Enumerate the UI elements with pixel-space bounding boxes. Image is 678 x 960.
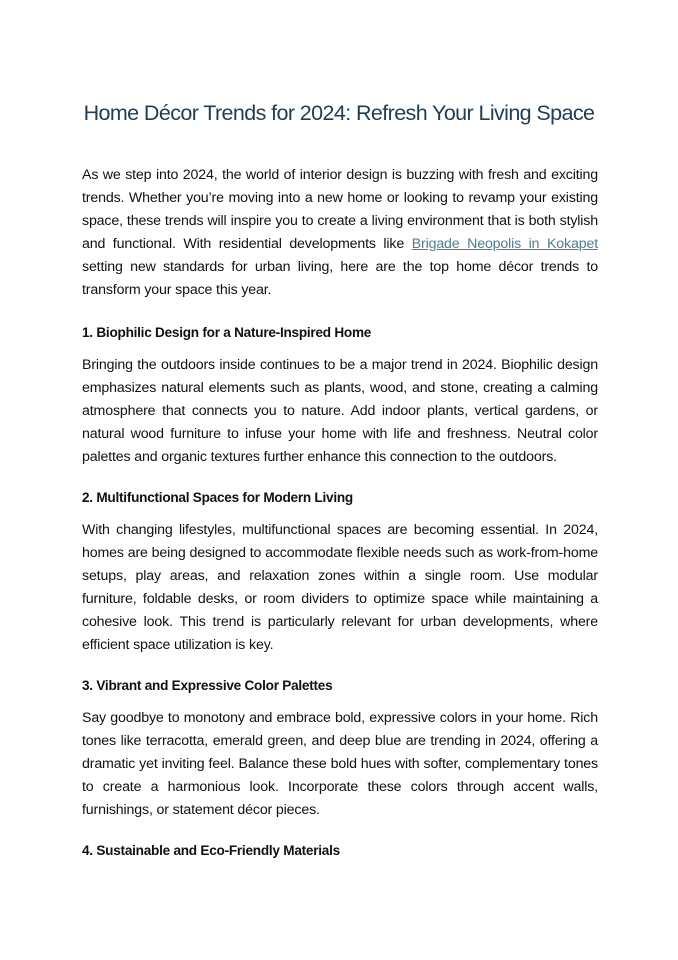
section-heading-biophilic: 1. Biophilic Design for a Nature-Inspired Home	[82, 325, 372, 340]
spacer	[82, 657, 598, 676]
section-body-biophilic: Bringing the outdoors inside continues to be a major trend in 2024. Biophilic design emphasizes natural elements such as plants, wood, and stone, creating a calming atmosphere that connects you to nature. Add indoor plants, vertical gardens, or natural wood furniture to infuse your home with life and freshness. Neutral color palettes and organic textures further enhance this connection to the outdoors.	[82, 357, 598, 465]
section-heading-color-palettes: 3. Vibrant and Expressive Color Palettes	[82, 678, 333, 693]
spacer	[82, 822, 598, 841]
spacer	[82, 696, 598, 707]
document-body	[82, 164, 598, 861]
section-heading-multifunctional: 2. Multifunctional Spaces for Modern Living	[82, 490, 353, 505]
section-heading-sustainable: 4. Sustainable and Eco-Friendly Materials	[82, 843, 340, 858]
intro-paragraph	[82, 164, 598, 302]
brigade-neopolis-link[interactable]: Brigade Neopolis in Kokapet	[411, 236, 599, 252]
intro-text-after-link: setting new standards for urban living, here are the top home décor trends to transform your space this year.	[82, 259, 598, 298]
spacer	[82, 508, 598, 519]
section-body-multifunctional: With changing lifestyles, multifunctional spaces are becoming essential. In 2024, homes are being designed to accommodate flexible needs such as work-from-home setups, play areas, and relaxation zones within a single room. Use modular furniture, foldable desks, or room dividers to optimize space while maintaining a cohesive look. This trend is particularly relevant for urban developments, where efficient space utilization is key.	[82, 522, 598, 653]
spacer	[82, 469, 598, 488]
spacer	[82, 343, 598, 354]
intro-text-before-link: As we step into 2024, the world of interior design is buzzing with fresh and exciting trends. Whether you’re moving into a new home or looking to revamp your existing space, these trends will inspire you to create a living environment that is both stylish and functional. With residential developments like	[82, 167, 598, 252]
section-body-color-palettes: Say goodbye to monotony and embrace bold, expressive colors in your home. Rich tones like terracotta, emerald green, and deep blue are trending in 2024, offering a dramatic yet inviting feel. Balance these bold hues with softer, complementary tones to create a harmonious look. Incorporate these colors through accent walls, furnishings, or statement décor pieces.	[82, 710, 598, 818]
document-title: Home Décor Trends for 2024: Refresh Your Living Space	[83, 101, 595, 125]
spacer	[82, 302, 598, 323]
